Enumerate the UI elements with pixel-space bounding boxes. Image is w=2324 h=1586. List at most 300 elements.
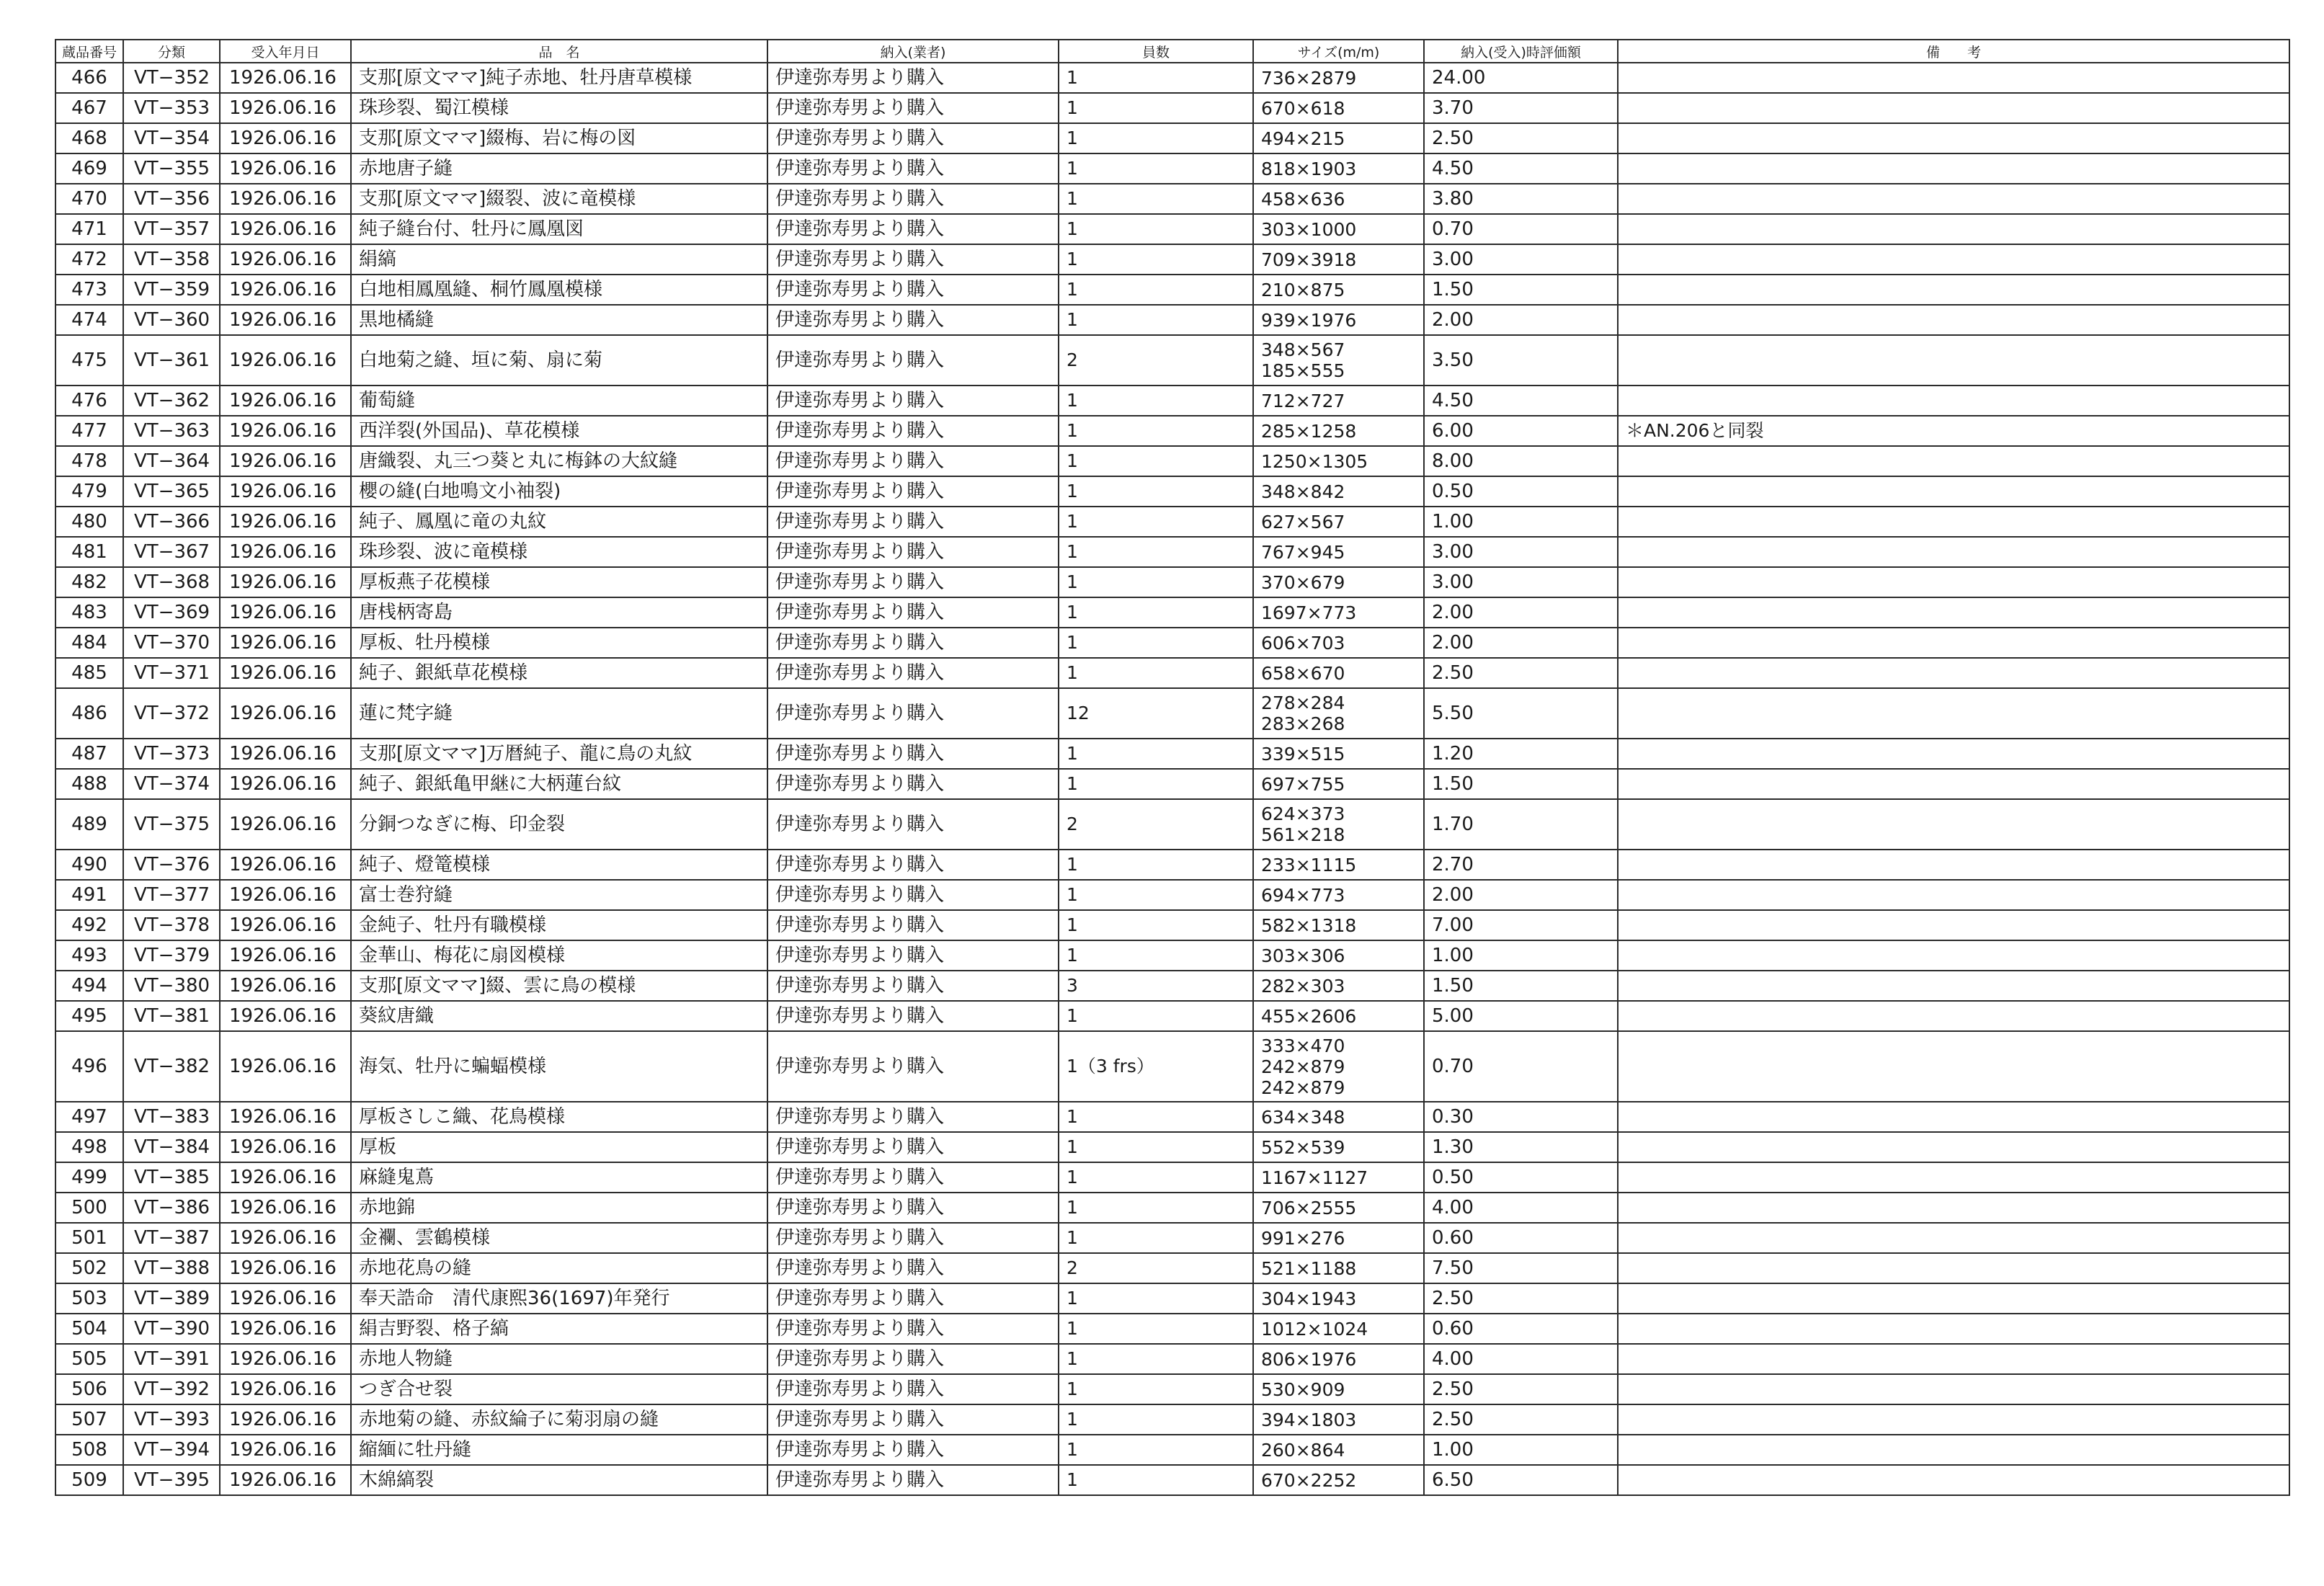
size-value: 370×679 [1261,571,1345,593]
valuation-cell: 1.00 [1424,507,1618,537]
classification-cell: VT−387 [123,1223,220,1253]
quantity-cell: 1 [1059,1001,1253,1031]
remarks-cell [1618,1193,2289,1223]
table-row [55,1102,2289,1132]
classification-cell: VT−354 [123,123,220,153]
quantity-cell: 1 [1059,1283,1253,1314]
size-cell [1253,567,1424,597]
classification-cell: VT−367 [123,537,220,567]
table-row [55,688,2289,739]
table-row [55,446,2289,476]
quantity-cell: 1 [1059,1435,1253,1465]
item-name-cell: 支那[原文ママ]綴、雲に鳥の模様 [351,971,767,1001]
remarks-cell [1618,1223,2289,1253]
table-row [55,214,2289,244]
remarks-cell [1618,153,2289,184]
table-row [55,910,2289,940]
valuation-cell: 0.50 [1424,476,1618,507]
collection-number-cell: 487 [55,739,123,769]
collection-number-cell: 502 [55,1253,123,1283]
quantity-cell: 1 [1059,1465,1253,1495]
size-value: 561×218 [1261,824,1345,845]
acquisition-date-cell: 1926.06.16 [220,184,351,214]
remarks-cell [1618,910,2289,940]
table-row [55,971,2289,1001]
vendor-cell: 伊達弥寿男より購入 [767,1102,1059,1132]
quantity-cell: 1 [1059,769,1253,799]
size-cell [1253,769,1424,799]
table-row [55,335,2289,386]
remarks-cell [1618,739,2289,769]
item-name-cell: 分銅つなぎに梅、印金裂 [351,799,767,850]
table-row [55,597,2289,628]
size-value: 333×470 [1261,1035,1345,1056]
size-cell [1253,244,1424,275]
size-value: 806×1976 [1261,1348,1357,1370]
item-name-cell: 縮緬に牡丹縫 [351,1435,767,1465]
size-cell [1253,628,1424,658]
acquisition-date-cell: 1926.06.16 [220,214,351,244]
collection-number-cell: 505 [55,1344,123,1374]
classification-cell: VT−376 [123,850,220,880]
remarks-cell [1618,1344,2289,1374]
valuation-cell: 6.00 [1424,416,1618,446]
table-row [55,1435,2289,1465]
quantity-cell: 2 [1059,1253,1253,1283]
quantity-cell: 1 [1059,597,1253,628]
remarks-cell [1618,597,2289,628]
size-cell [1253,1344,1424,1374]
vendor-cell: 伊達弥寿男より購入 [767,850,1059,880]
valuation-cell: 2.70 [1424,850,1618,880]
collection-number-cell: 508 [55,1435,123,1465]
valuation-cell: 6.50 [1424,1465,1618,1495]
quantity-cell: 1 [1059,386,1253,416]
acquisition-date-cell: 1926.06.16 [220,910,351,940]
collection-number-cell: 495 [55,1001,123,1031]
table-row [55,940,2289,971]
header-item-name: 品 名 [351,40,767,63]
size-value: 260×864 [1261,1439,1345,1461]
remarks-cell [1618,446,2289,476]
acquisition-date-cell: 1926.06.16 [220,850,351,880]
size-cell [1253,1253,1424,1283]
item-name-cell: 金華山、梅花に扇図模様 [351,940,767,971]
header-collection-number: 蔵品番号 [55,40,123,63]
size-cell [1253,1102,1424,1132]
classification-cell: VT−377 [123,880,220,910]
valuation-cell: 0.70 [1424,1031,1618,1102]
item-name-cell: 金襴、雲鶴模様 [351,1223,767,1253]
classification-cell: VT−374 [123,769,220,799]
collection-number-cell: 500 [55,1193,123,1223]
valuation-cell: 0.60 [1424,1314,1618,1344]
classification-cell: VT−369 [123,597,220,628]
classification-cell: VT−384 [123,1132,220,1162]
remarks-cell [1618,1132,2289,1162]
quantity-cell: 1 [1059,275,1253,305]
size-cell [1253,305,1424,335]
size-cell [1253,1031,1424,1102]
table-row [55,1344,2289,1374]
classification-cell: VT−393 [123,1404,220,1435]
table-row [55,1283,2289,1314]
acquisition-date-cell: 1926.06.16 [220,1314,351,1344]
item-name-cell: 白地相鳳凰縫、桐竹鳳凰模様 [351,275,767,305]
size-cell [1253,1001,1424,1031]
acquisition-date-cell: 1926.06.16 [220,658,351,688]
classification-cell: VT−359 [123,275,220,305]
collection-number-cell: 496 [55,1031,123,1102]
classification-cell: VT−381 [123,1001,220,1031]
quantity-cell: 1 [1059,1193,1253,1223]
size-cell [1253,1314,1424,1344]
valuation-cell: 3.80 [1424,184,1618,214]
collection-number-cell: 504 [55,1314,123,1344]
classification-cell: VT−371 [123,658,220,688]
valuation-cell: 3.00 [1424,567,1618,597]
acquisition-date-cell: 1926.06.16 [220,1404,351,1435]
remarks-cell [1618,476,2289,507]
acquisition-date-cell: 1926.06.16 [220,940,351,971]
size-cell [1253,597,1424,628]
remarks-cell [1618,1253,2289,1283]
table-row [55,507,2289,537]
classification-cell: VT−363 [123,416,220,446]
remarks-cell [1618,628,2289,658]
classification-cell: VT−356 [123,184,220,214]
classification-cell: VT−380 [123,971,220,1001]
quantity-cell: 1 [1059,1162,1253,1193]
classification-cell: VT−370 [123,628,220,658]
table-row [55,93,2289,123]
table-row [55,153,2289,184]
valuation-cell: 4.00 [1424,1193,1618,1223]
vendor-cell: 伊達弥寿男より購入 [767,739,1059,769]
item-name-cell: 厚板 [351,1132,767,1162]
valuation-cell: 1.00 [1424,1435,1618,1465]
remarks-cell [1618,1001,2289,1031]
collection-number-cell: 492 [55,910,123,940]
item-name-cell: 厚板、牡丹模様 [351,628,767,658]
table-row [55,567,2289,597]
size-value: 242×879 [1261,1077,1345,1098]
quantity-cell: 1 [1059,244,1253,275]
size-value: 709×3918 [1261,249,1357,270]
collection-number-cell: 475 [55,335,123,386]
size-cell [1253,275,1424,305]
size-value: 339×515 [1261,743,1345,765]
vendor-cell: 伊達弥寿男より購入 [767,1132,1059,1162]
size-value: 627×567 [1261,511,1345,533]
collection-number-cell: 486 [55,688,123,739]
remarks-cell [1618,1283,2289,1314]
item-name-cell: 珠珍裂、波に竜模様 [351,537,767,567]
valuation-cell: 2.50 [1424,1374,1618,1404]
size-value: 697×755 [1261,773,1345,795]
vendor-cell: 伊達弥寿男より購入 [767,123,1059,153]
collection-number-cell: 489 [55,799,123,850]
item-name-cell: 純子、鳳凰に竜の丸紋 [351,507,767,537]
valuation-cell: 0.50 [1424,1162,1618,1193]
vendor-cell: 伊達弥寿男より購入 [767,1435,1059,1465]
valuation-cell: 2.50 [1424,1404,1618,1435]
classification-cell: VT−394 [123,1435,220,1465]
item-name-cell: 櫻の縫(白地鳴文小袖裂) [351,476,767,507]
collection-number-cell: 488 [55,769,123,799]
size-value: 282×303 [1261,975,1345,997]
remarks-cell [1618,63,2289,93]
acquisition-date-cell: 1926.06.16 [220,769,351,799]
collection-number-cell: 474 [55,305,123,335]
size-cell [1253,446,1424,476]
vendor-cell: 伊達弥寿男より購入 [767,940,1059,971]
remarks-cell [1618,335,2289,386]
size-value: 458×636 [1261,188,1345,210]
size-value: 1012×1024 [1261,1318,1368,1340]
size-cell [1253,850,1424,880]
size-value: 242×879 [1261,1056,1345,1077]
vendor-cell: 伊達弥寿男より購入 [767,1162,1059,1193]
valuation-cell: 4.50 [1424,153,1618,184]
collection-number-cell: 471 [55,214,123,244]
collection-number-cell: 473 [55,275,123,305]
table-row [55,769,2289,799]
acquisition-date-cell: 1926.06.16 [220,386,351,416]
acquisition-date-cell: 1926.06.16 [220,1102,351,1132]
quantity-cell: 1 [1059,1102,1253,1132]
item-name-cell: 蓮に梵字縫 [351,688,767,739]
acquisition-date-cell: 1926.06.16 [220,507,351,537]
vendor-cell: 伊達弥寿男より購入 [767,880,1059,910]
vendor-cell: 伊達弥寿男より購入 [767,688,1059,739]
valuation-cell: 1.70 [1424,799,1618,850]
valuation-cell: 24.00 [1424,63,1618,93]
acquisition-date-cell: 1926.06.16 [220,1001,351,1031]
header-acquisition-date: 受入年月日 [220,40,351,63]
quantity-cell: 1 [1059,1314,1253,1344]
remarks-cell [1618,93,2289,123]
size-cell [1253,880,1424,910]
size-cell [1253,1283,1424,1314]
item-name-cell: 唐織裂、丸三つ葵と丸に梅鉢の大紋縫 [351,446,767,476]
remarks-cell [1618,940,2289,971]
acquisition-date-cell: 1926.06.16 [220,93,351,123]
size-value: 530×909 [1261,1378,1345,1400]
collection-number-cell: 476 [55,386,123,416]
item-name-cell: 葵紋唐織 [351,1001,767,1031]
vendor-cell: 伊達弥寿男より購入 [767,63,1059,93]
classification-cell: VT−389 [123,1283,220,1314]
table-row [55,63,2289,93]
collection-number-cell: 501 [55,1223,123,1253]
size-value: 210×875 [1261,279,1345,300]
vendor-cell: 伊達弥寿男より購入 [767,275,1059,305]
remarks-cell [1618,244,2289,275]
size-cell [1253,910,1424,940]
classification-cell: VT−355 [123,153,220,184]
remarks-cell [1618,305,2289,335]
size-cell [1253,416,1424,446]
size-cell [1253,1193,1424,1223]
item-name-cell: 木綿縞裂 [351,1465,767,1495]
table-row [55,1001,2289,1031]
table-row [55,537,2289,567]
table-row [55,416,2289,446]
acquisition-date-cell: 1926.06.16 [220,123,351,153]
size-value: 283×268 [1261,713,1345,734]
vendor-cell: 伊達弥寿男より購入 [767,971,1059,1001]
classification-cell: VT−388 [123,1253,220,1283]
valuation-cell: 3.50 [1424,335,1618,386]
item-name-cell: 麻縫鬼蔦 [351,1162,767,1193]
classification-cell: VT−383 [123,1102,220,1132]
table-row [55,880,2289,910]
acquisition-date-cell: 1926.06.16 [220,275,351,305]
size-cell [1253,184,1424,214]
size-cell [1253,63,1424,93]
size-value: 624×373 [1261,803,1345,824]
size-cell [1253,658,1424,688]
item-name-cell: 赤地唐子縫 [351,153,767,184]
size-value: 582×1318 [1261,914,1357,936]
remarks-cell [1618,1374,2289,1404]
valuation-cell: 1.50 [1424,971,1618,1001]
size-value: 670×618 [1261,97,1345,119]
vendor-cell: 伊達弥寿男より購入 [767,628,1059,658]
acquisition-date-cell: 1926.06.16 [220,971,351,1001]
size-value: 521×1188 [1261,1257,1357,1279]
size-value: 706×2555 [1261,1197,1357,1219]
collection-number-cell: 478 [55,446,123,476]
classification-cell: VT−373 [123,739,220,769]
item-name-cell: 支那[原文ママ]綴梅、岩に梅の図 [351,123,767,153]
classification-cell: VT−364 [123,446,220,476]
size-cell [1253,537,1424,567]
quantity-cell: 1 [1059,940,1253,971]
classification-cell: VT−372 [123,688,220,739]
classification-cell: VT−391 [123,1344,220,1374]
size-cell [1253,1465,1424,1495]
acquisition-date-cell: 1926.06.16 [220,1193,351,1223]
quantity-cell: 1 [1059,1223,1253,1253]
item-name-cell: 富士巻狩縫 [351,880,767,910]
acquisition-date-cell: 1926.06.16 [220,880,351,910]
remarks-cell [1618,971,2289,1001]
classification-cell: VT−353 [123,93,220,123]
acquisition-date-cell: 1926.06.16 [220,1465,351,1495]
remarks-cell: ＊AN.206と同裂 [1618,416,2289,446]
vendor-cell: 伊達弥寿男より購入 [767,335,1059,386]
table-row [55,1223,2289,1253]
item-name-cell: 厚板燕子花模様 [351,567,767,597]
quantity-cell: 1 [1059,416,1253,446]
acquisition-date-cell: 1926.06.16 [220,1374,351,1404]
acquisition-date-cell: 1926.06.16 [220,416,351,446]
size-cell [1253,214,1424,244]
item-name-cell: 白地菊之縫、垣に菊、扇に菊 [351,335,767,386]
acquisition-date-cell: 1926.06.16 [220,1435,351,1465]
vendor-cell: 伊達弥寿男より購入 [767,244,1059,275]
size-value: 303×306 [1261,945,1345,966]
remarks-cell [1618,1031,2289,1102]
vendor-cell: 伊達弥寿男より購入 [767,1193,1059,1223]
valuation-cell: 0.70 [1424,214,1618,244]
quantity-cell: 1 [1059,63,1253,93]
valuation-cell: 1.50 [1424,769,1618,799]
size-value: 494×215 [1261,128,1345,149]
valuation-cell: 3.00 [1424,244,1618,275]
acquisition-date-cell: 1926.06.16 [220,688,351,739]
vendor-cell: 伊達弥寿男より購入 [767,1001,1059,1031]
acquisition-date-cell: 1926.06.16 [220,628,351,658]
quantity-cell: 1 [1059,850,1253,880]
item-name-cell: 純子、燈篭模様 [351,850,767,880]
classification-cell: VT−352 [123,63,220,93]
valuation-cell: 7.00 [1424,910,1618,940]
size-value: 348×567 [1261,339,1345,360]
quantity-cell: 2 [1059,335,1253,386]
table-row [55,476,2289,507]
table-row [55,799,2289,850]
size-value: 1167×1127 [1261,1167,1368,1188]
vendor-cell: 伊達弥寿男より購入 [767,1374,1059,1404]
remarks-cell [1618,769,2289,799]
acquisition-date-cell: 1926.06.16 [220,567,351,597]
collection-number-cell: 503 [55,1283,123,1314]
classification-cell: VT−375 [123,799,220,850]
size-value: 939×1976 [1261,309,1357,331]
table-row [55,184,2289,214]
item-name-cell: 奉天誥命 清代康熙36(1697)年発行 [351,1283,767,1314]
remarks-cell [1618,184,2289,214]
vendor-cell: 伊達弥寿男より購入 [767,658,1059,688]
vendor-cell: 伊達弥寿男より購入 [767,799,1059,850]
remarks-cell [1618,567,2289,597]
item-name-cell: つぎ合せ裂 [351,1374,767,1404]
vendor-cell: 伊達弥寿男より購入 [767,567,1059,597]
item-name-cell: 純子、銀紙草花模様 [351,658,767,688]
vendor-cell: 伊達弥寿男より購入 [767,386,1059,416]
quantity-cell: 1 [1059,910,1253,940]
acquisition-date-cell: 1926.06.16 [220,1344,351,1374]
quantity-cell: 1 [1059,739,1253,769]
remarks-cell [1618,1102,2289,1132]
remarks-cell [1618,880,2289,910]
remarks-cell [1618,1465,2289,1495]
table-row [55,850,2289,880]
vendor-cell: 伊達弥寿男より購入 [767,910,1059,940]
valuation-cell: 2.00 [1424,628,1618,658]
collection-number-cell: 470 [55,184,123,214]
classification-cell: VT−385 [123,1162,220,1193]
quantity-cell: 1 [1059,1374,1253,1404]
collection-register-table [55,39,2290,1496]
size-value: 455×2606 [1261,1005,1357,1027]
collection-number-cell: 482 [55,567,123,597]
vendor-cell: 伊達弥寿男より購入 [767,1031,1059,1102]
size-cell [1253,1435,1424,1465]
size-cell [1253,1404,1424,1435]
size-value: 670×2252 [1261,1469,1357,1491]
vendor-cell: 伊達弥寿男より購入 [767,507,1059,537]
quantity-cell: 12 [1059,688,1253,739]
valuation-cell: 8.00 [1424,446,1618,476]
collection-number-cell: 509 [55,1465,123,1495]
table-row [55,1162,2289,1193]
quantity-cell: 1 [1059,214,1253,244]
remarks-cell [1618,850,2289,880]
